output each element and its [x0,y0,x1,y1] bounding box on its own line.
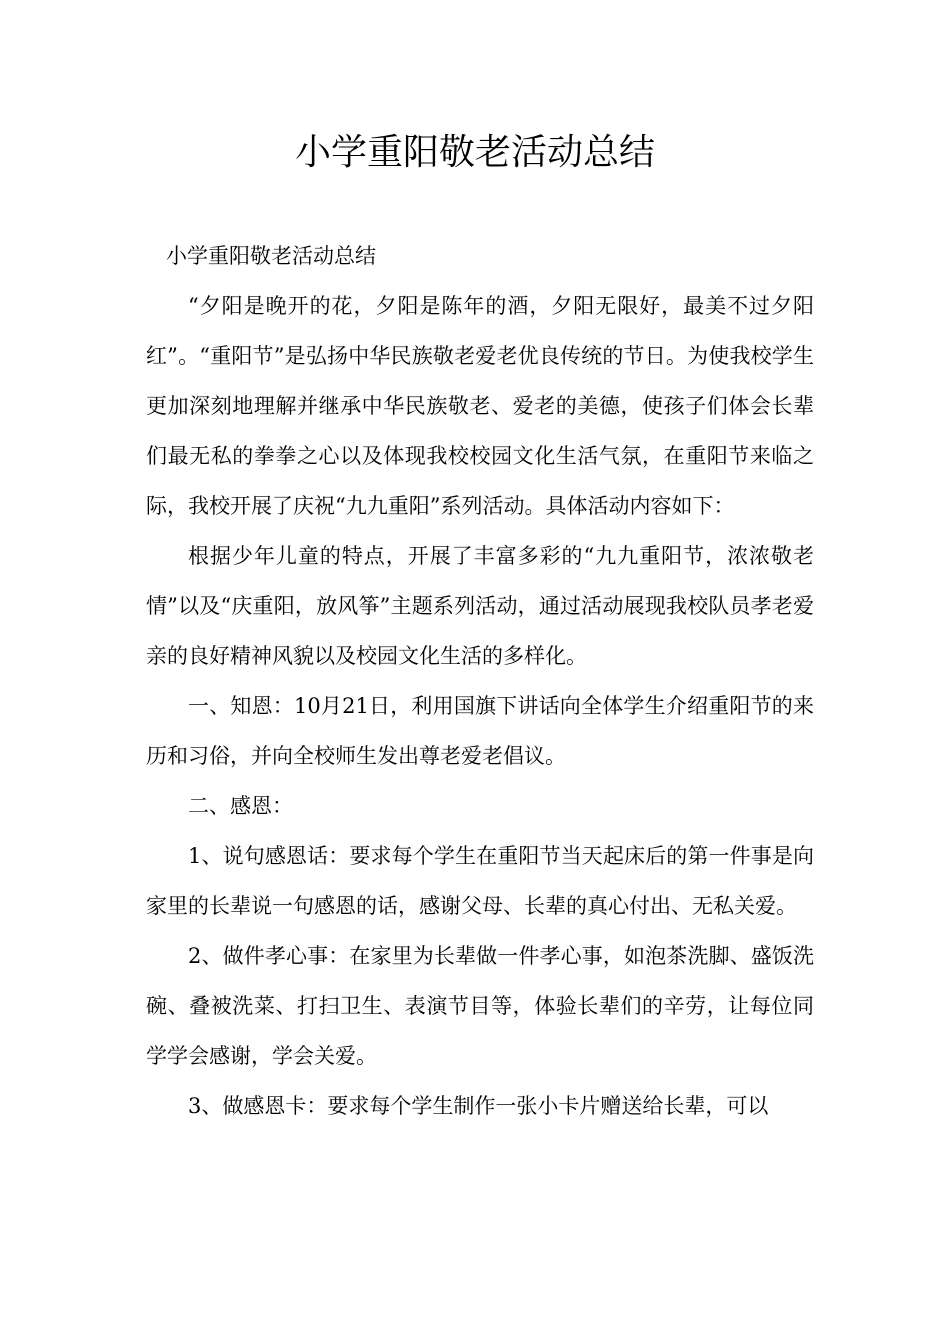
paragraph-intro: “夕阳是晚开的花，夕阳是陈年的酒，夕阳无限好，最美不过夕阳红”。“重阳节”是弘扬中华民族敬老爱老优良传统的节日。为使我校学生更加深刻地理解并继承中华民族敬老、爱老的美德，使孩子们体会长辈们最无私的拳拳之心以及体现我校校园文化生活气氛，在重阳节来临之际，我校开展了庆祝“九九重阳”系列活动。具体活动内容如下： [146,294,814,518]
paragraph-overview: 根据少年儿童的特点，开展了丰富多彩的“九九重阳节，浓浓敬老情”以及“庆重阳，放风筝”主题系列活动，通过活动展现我校队员孝老爱亲的良好精神风貌以及校园文化生活的多样化。 [146,544,814,668]
paragraph-section-2-heading: 二、感恩： [188,794,293,818]
paragraph-item-2: 2、做件孝心事：在家里为长辈做一件孝心事，如泡茶洗脚、盛饭洗碗、叠被洗菜、打扫卫生、表演节目等，体验长辈们的辛劳，让每位同学学会感谢，学会关爱。 [146,944,814,1068]
paragraph-section-1: 一、知恩：10月21日，利用国旗下讲话向全体学生介绍重阳节的来历和习俗，并向全校师生发出尊老爱老倡议。 [146,694,814,768]
document-title: 小学重阳敬老活动总结 [294,132,655,173]
paragraph-subtitle: 小学重阳敬老活动总结 [166,244,376,268]
document-body [146,231,814,1131]
paragraph-item-3: 3、做感恩卡：要求每个学生制作一张小卡片赠送给长辈，可以 [188,1094,769,1118]
paragraph-item-1: 1、说句感恩话：要求每个学生在重阳节当天起床后的第一件事是向家里的长辈说一句感恩的话，感谢父母、长辈的真心付出、无私关爱。 [146,844,814,918]
